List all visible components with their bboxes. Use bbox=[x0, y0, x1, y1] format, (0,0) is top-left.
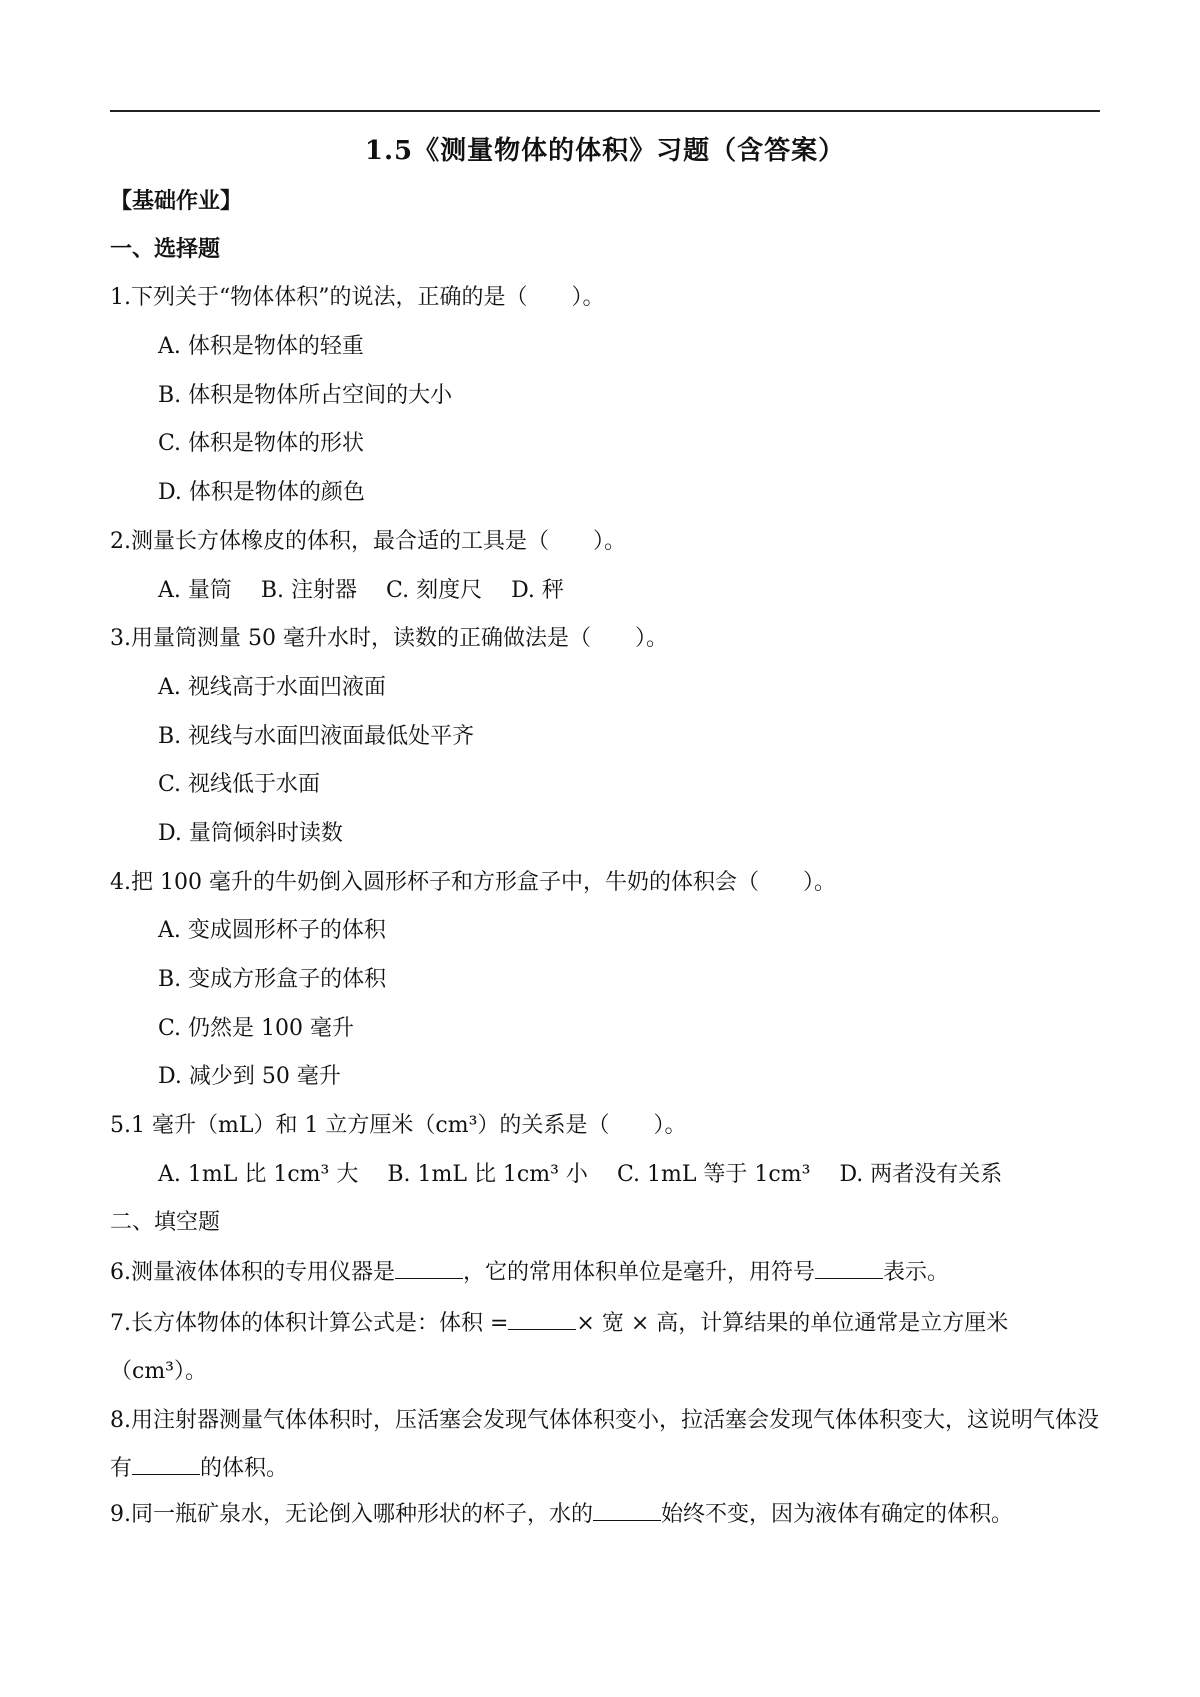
q7-blank-1 bbox=[508, 1307, 576, 1330]
q3-option-a: A. 视线高于水面凹液面 bbox=[158, 675, 386, 700]
q3-option-d: D. 量筒倾斜时读数 bbox=[158, 821, 343, 846]
q2-option-b: B. 注射器 bbox=[260, 578, 358, 603]
question-2: 2.测量长方体橡皮的体积，最合适的工具是（ ）。 bbox=[110, 529, 626, 554]
question-6 bbox=[110, 1256, 949, 1288]
part-choice-heading: 一、选择题 bbox=[110, 236, 221, 262]
q8-text-b: 的体积。 bbox=[200, 1456, 289, 1481]
q4-option-c: C. 仍然是 100 毫升 bbox=[158, 1016, 355, 1041]
q7-text-a: 7.长方体物体的体积计算公式是：体积 = bbox=[110, 1311, 509, 1336]
question-5: 5.1 毫升（mL）和 1 立方厘米（cm³）的关系是（ ）。 bbox=[110, 1113, 687, 1138]
q1-option-a: A. 体积是物体的轻重 bbox=[158, 334, 364, 359]
page-title: 1.5《测量物体的体积》习题（含答案） bbox=[364, 136, 846, 166]
q4-option-b: B. 变成方形盒子的体积 bbox=[158, 967, 387, 992]
header-rule bbox=[110, 110, 1100, 112]
question-4: 4.把 100 毫升的牛奶倒入圆形杯子和方形盒子中，牛奶的体积会（ ）。 bbox=[110, 870, 836, 895]
q5-options bbox=[158, 1160, 1024, 1190]
q5-option-b: B. 1mL 比 1cm³ 小 bbox=[387, 1162, 588, 1187]
question-9 bbox=[110, 1498, 1013, 1530]
part-fill-heading: 二、填空题 bbox=[110, 1210, 221, 1235]
q1-option-d: D. 体积是物体的颜色 bbox=[158, 480, 365, 505]
q2-option-c: C. 刻度尺 bbox=[386, 578, 483, 603]
q8-text-a: 8.用注射器测量气体体积时，压活塞会发现气体体积变小，拉活塞会发现气体体积变大，这说明气体没有 bbox=[110, 1408, 1099, 1481]
q1-option-c: C. 体积是物体的形状 bbox=[158, 431, 365, 456]
q6-text-a: 6.测量液体体积的专用仪器是 bbox=[110, 1260, 395, 1285]
q4-option-d: D. 减少到 50 毫升 bbox=[158, 1064, 341, 1089]
q9-blank-1 bbox=[593, 1498, 661, 1521]
q2-options bbox=[158, 576, 586, 606]
q6-text-c: 表示。 bbox=[883, 1260, 950, 1285]
section-basic-heading: 【基础作业】 bbox=[110, 188, 243, 214]
q6-blank-1 bbox=[395, 1256, 463, 1279]
q2-option-d: D. 秤 bbox=[511, 578, 564, 603]
question-7 bbox=[110, 1300, 1100, 1396]
question-1: 1.下列关于“物体体积”的说法，正确的是（ ）。 bbox=[110, 285, 605, 310]
q4-option-a: A. 变成圆形杯子的体积 bbox=[158, 918, 386, 943]
question-8 bbox=[110, 1397, 1100, 1493]
q3-option-b: B. 视线与水面凹液面最低处平齐 bbox=[158, 724, 475, 749]
q1-option-b: B. 体积是物体所占空间的大小 bbox=[158, 383, 453, 408]
q6-text-b: ，它的常用体积单位是毫升，用符号 bbox=[463, 1260, 816, 1285]
q7-text-b: × 宽 × 高，计算结果的单位通常是立方厘米（cm³）。 bbox=[110, 1311, 1009, 1384]
q8-blank-1 bbox=[132, 1452, 200, 1475]
question-3: 3.用量筒测量 50 毫升水时，读数的正确做法是（ ）。 bbox=[110, 626, 668, 651]
q6-blank-2 bbox=[815, 1256, 883, 1279]
q5-option-c: C. 1mL 等于 1cm³ bbox=[616, 1162, 811, 1187]
q3-option-c: C. 视线低于水面 bbox=[158, 772, 321, 797]
q5-option-a: A. 1mL 比 1cm³ 大 bbox=[158, 1162, 359, 1187]
q2-option-a: A. 量筒 bbox=[158, 578, 232, 603]
q9-text-b: 始终不变，因为液体有确定的体积。 bbox=[661, 1502, 1014, 1527]
q9-text-a: 9.同一瓶矿泉水，无论倒入哪种形状的杯子，水的 bbox=[110, 1502, 593, 1527]
q5-option-d: D. 两者没有关系 bbox=[839, 1162, 1003, 1187]
